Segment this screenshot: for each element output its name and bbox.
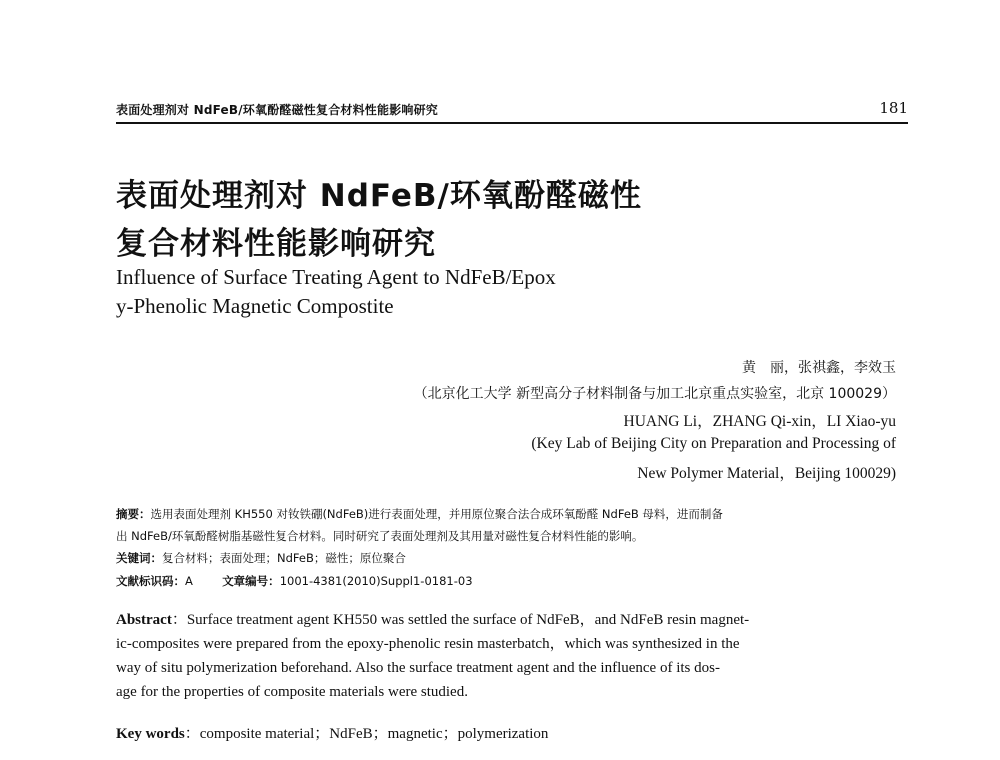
affiliation-en-line-2: New Polymer Material，Beijing 100029) [637,465,896,482]
title-cn-line-2: 复合材料性能影响研究 [116,226,436,262]
page-number: 181 [879,99,908,117]
cn-abstract-text-1: 选用表面处理剂 KH550 对钕铁硼(NdFeB)进行表面处理，并用原位聚合法合成环氧酚醛 NdFeB 母料，进而制备 [150,507,723,521]
abstract-line-3: way of situ polymerization beforehand. Also the surface treatment agent and the influence of its dos- [116,660,720,676]
abstract-label: Abstract [116,612,172,628]
title-cn-line-1: 表面处理剂对 NdFeB/环氧酚醛磁性 [116,178,642,214]
cn-abstract-label: 摘要： [116,507,151,521]
keywords-en [116,722,548,743]
cn-abstract-line-1 [116,506,723,522]
abstract-en [116,608,908,704]
keywords-en-label: Key words [116,726,185,742]
affiliation-cn: （北京化工大学 新型高分子材料制备与加工北京重点实验室，北京 100029） [413,386,896,402]
article-no-label: 文章编号： [222,574,280,588]
article-no: 1001-4381(2010)Suppl1-0181-03 [279,574,473,588]
header-rule [116,122,908,124]
cn-keywords [116,550,406,566]
authors-cn: 黄 丽，张祺鑫，李效玉 [742,360,896,376]
authors-en: HUANG Li，ZHANG Qi-xin，LI Xiao-yu [623,413,896,430]
abstract-line-4: age for the properties of composite materials were studied. [116,684,468,700]
title-en-line-1: Influence of Surface Treating Agent to NdFeB/Epox [116,265,556,289]
cn-keywords-text: 复合材料；表面处理；NdFeB；磁性；原位聚合 [162,551,406,565]
running-title: 表面处理剂对 NdFeB/环氧酚醛磁性复合材料性能影响研究 [116,103,438,117]
cn-doc-codes [116,573,473,589]
cn-keywords-label: 关键词： [116,551,162,565]
abstract-line-2: ic-composites were prepared from the epoxy-phenolic resin masterbatch，which was synthesized in the [116,636,740,652]
abstract-text-1: ：Surface treatment agent KH550 was settled the surface of NdFeB，and NdFeB resin magnet- [171,612,750,628]
keywords-en-text: ：composite material；NdFeB；magnetic；polymerization [184,726,549,742]
affiliation-en-line-1: (Key Lab of Beijing City on Preparation and Processing of [531,435,896,452]
title-en-line-2: y-Phenolic Magnetic Compostite [116,294,394,318]
doc-code-label: 文献标识码： [116,574,185,588]
cn-abstract-line-2: 出 NdFeB/环氧酚醛树脂基磁性复合材料。同时研究了表面处理剂及其用量对磁性复合材料性能的影响。 [116,529,644,543]
doc-code: A [185,574,193,588]
abstract-line-1 [116,608,908,632]
